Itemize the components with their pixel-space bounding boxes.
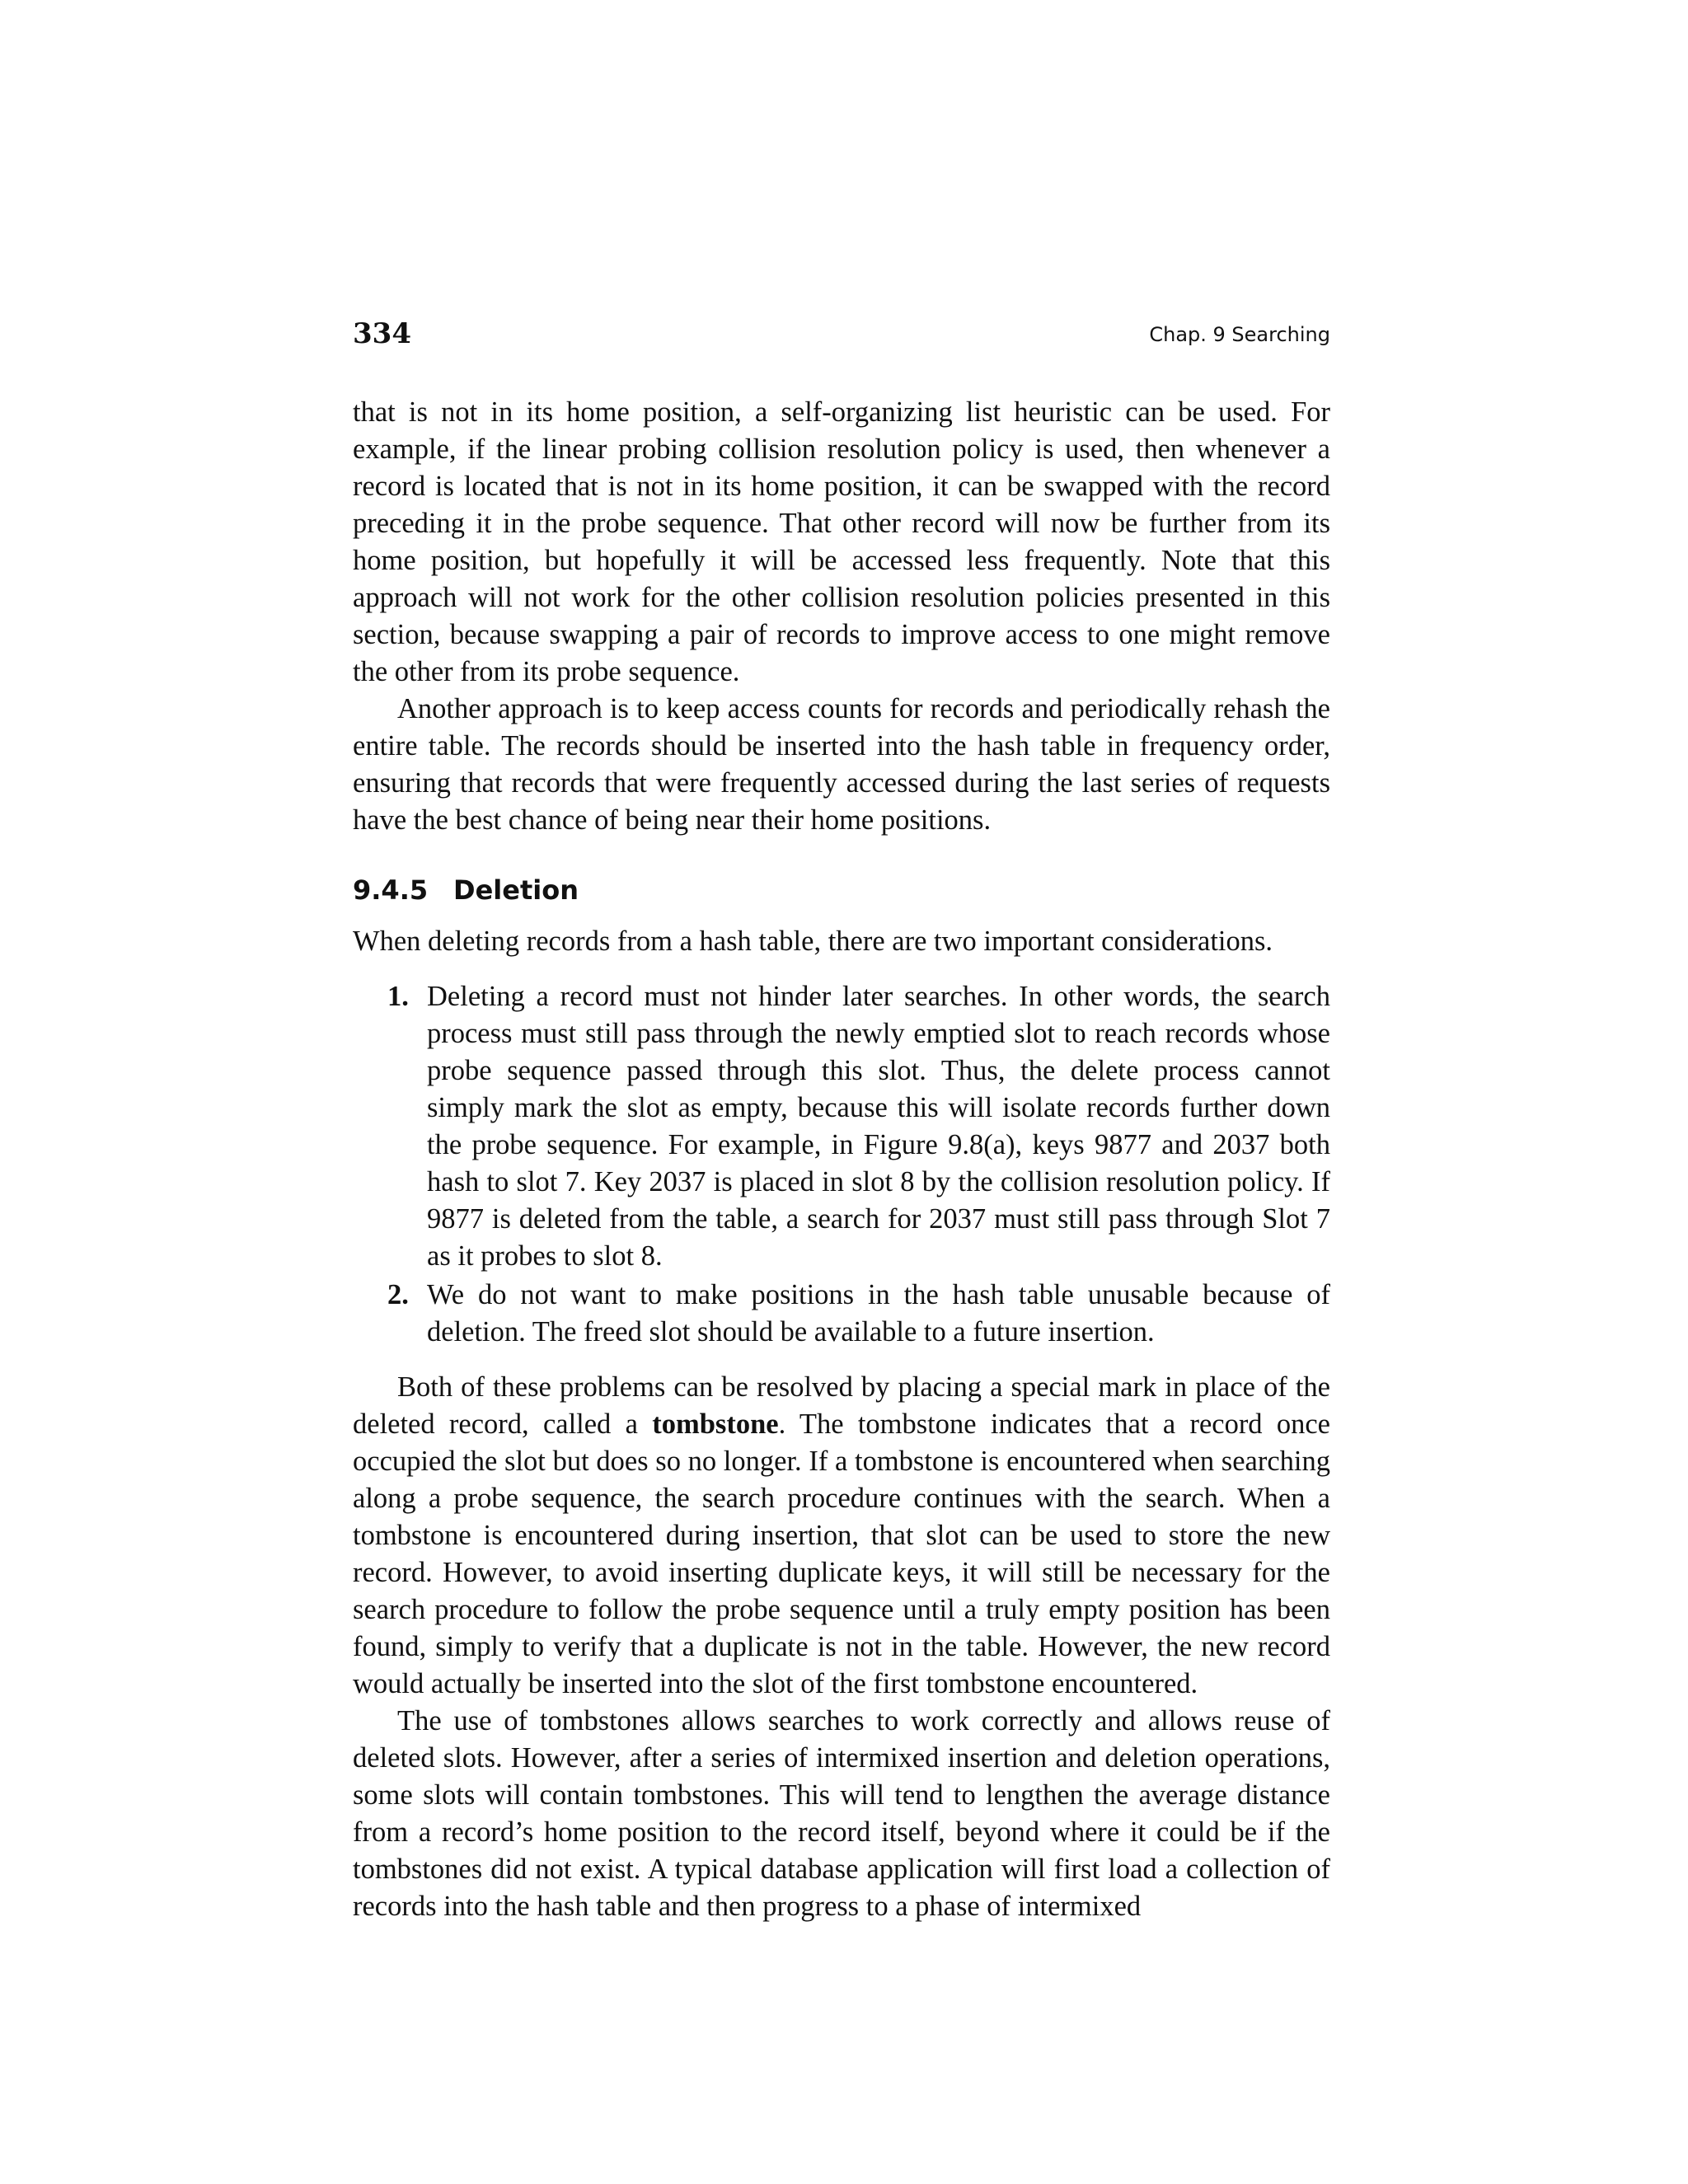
paragraph-access-counts: Another approach is to keep access counts for records and periodically rehash the entire table. The records should be inserted into the hash table in frequency order, ensuring that records that were frequently accessed during the last series of requests have the best chance of being near their home positions.	[353, 693, 1330, 836]
section-title: Deletion	[453, 874, 579, 906]
list-marker: 1.	[387, 981, 409, 1012]
list-marker: 2.	[387, 1279, 409, 1310]
section-number: 9.4.5	[353, 874, 429, 906]
page-header	[353, 313, 1330, 363]
list-item	[353, 978, 1330, 1275]
tombstone-text-after: . The tombstone indicates that a record once occupied the slot but does so no longer. If a tombstone is encountered when searching along a probe sequence, the search procedure continues with the search. When a tombstone is encountered during insertion, that slot can be used to store the new record. However, to avoid inserting duplicate keys, it will still be necessary for the search procedure to follow the probe sequence until a truly empty position has been found, simply to verify that a duplicate is not in the table. However, the new record would actually be inserted into the slot of the first tombstone encountered.	[353, 1408, 1330, 1699]
paragraph-continuation: that is not in its home position, a self-organizing list heuristic can be used. For example, if the linear probing collision resolution policy is used, then whenever a record is located that is not in its home position, it can be swapped with the record preceding it in the probe sequence. That other record will now be further from its home position, but hopefully it will be accessed less frequently. Note that this approach will not work for the other collision resolution policies presented in this section, because swapping a pair of records to improve access to one might remove the other from its probe sequence.	[353, 396, 1330, 687]
list-item-text: Deleting a record must not hinder later searches. In other words, the search process must still pass through the newly emptied slot to reach records whose probe sequence passed through this slot. Thus, the delete process cannot simply mark the slot as empty, because this will isolate records further down the probe sequence. For example, in Figure 9.8(a), keys 9877 and 2037 both hash to slot 7. Key 2037 is placed in slot 8 by the collision resolution policy. If 9877 is deleted from the table, a search for 2037 must still pass through Slot 7 as it probes to slot 8.	[427, 981, 1330, 1272]
paragraph-tombstone-usage: The use of tombstones allows searches to work correctly and allows reuse of deleted slots. However, after a series of intermixed insertion and deletion operations, some slots will contain tombstones. This will tend to lengthen the average distance from a record’s home position to the record itself, beyond where it could be if the tombstones did not exist. A typical database application will first load a collection of records into the hash table and then progress to a phase of intermixed	[353, 1705, 1330, 1922]
paragraph-tombstone	[353, 1369, 1330, 1703]
list-item-text: We do not want to make positions in the hash table unusable because of deletion. The freed slot should be available to a future insertion.	[427, 1279, 1330, 1347]
section-intro: When deleting records from a hash table, there are two important considerations.	[353, 926, 1273, 957]
tombstone-term: tombstone	[652, 1408, 779, 1440]
considerations-list	[353, 978, 1330, 1351]
body-text	[353, 394, 1330, 1925]
list-item	[353, 1277, 1330, 1351]
tombstone-text-before: Both of these problems can be resolved by placing a special mark in place of the deleted record, called a	[353, 1371, 1330, 1440]
running-head: Chap. 9 Searching	[1149, 323, 1330, 346]
section-heading	[353, 872, 1330, 908]
page-number: 334	[353, 317, 411, 350]
